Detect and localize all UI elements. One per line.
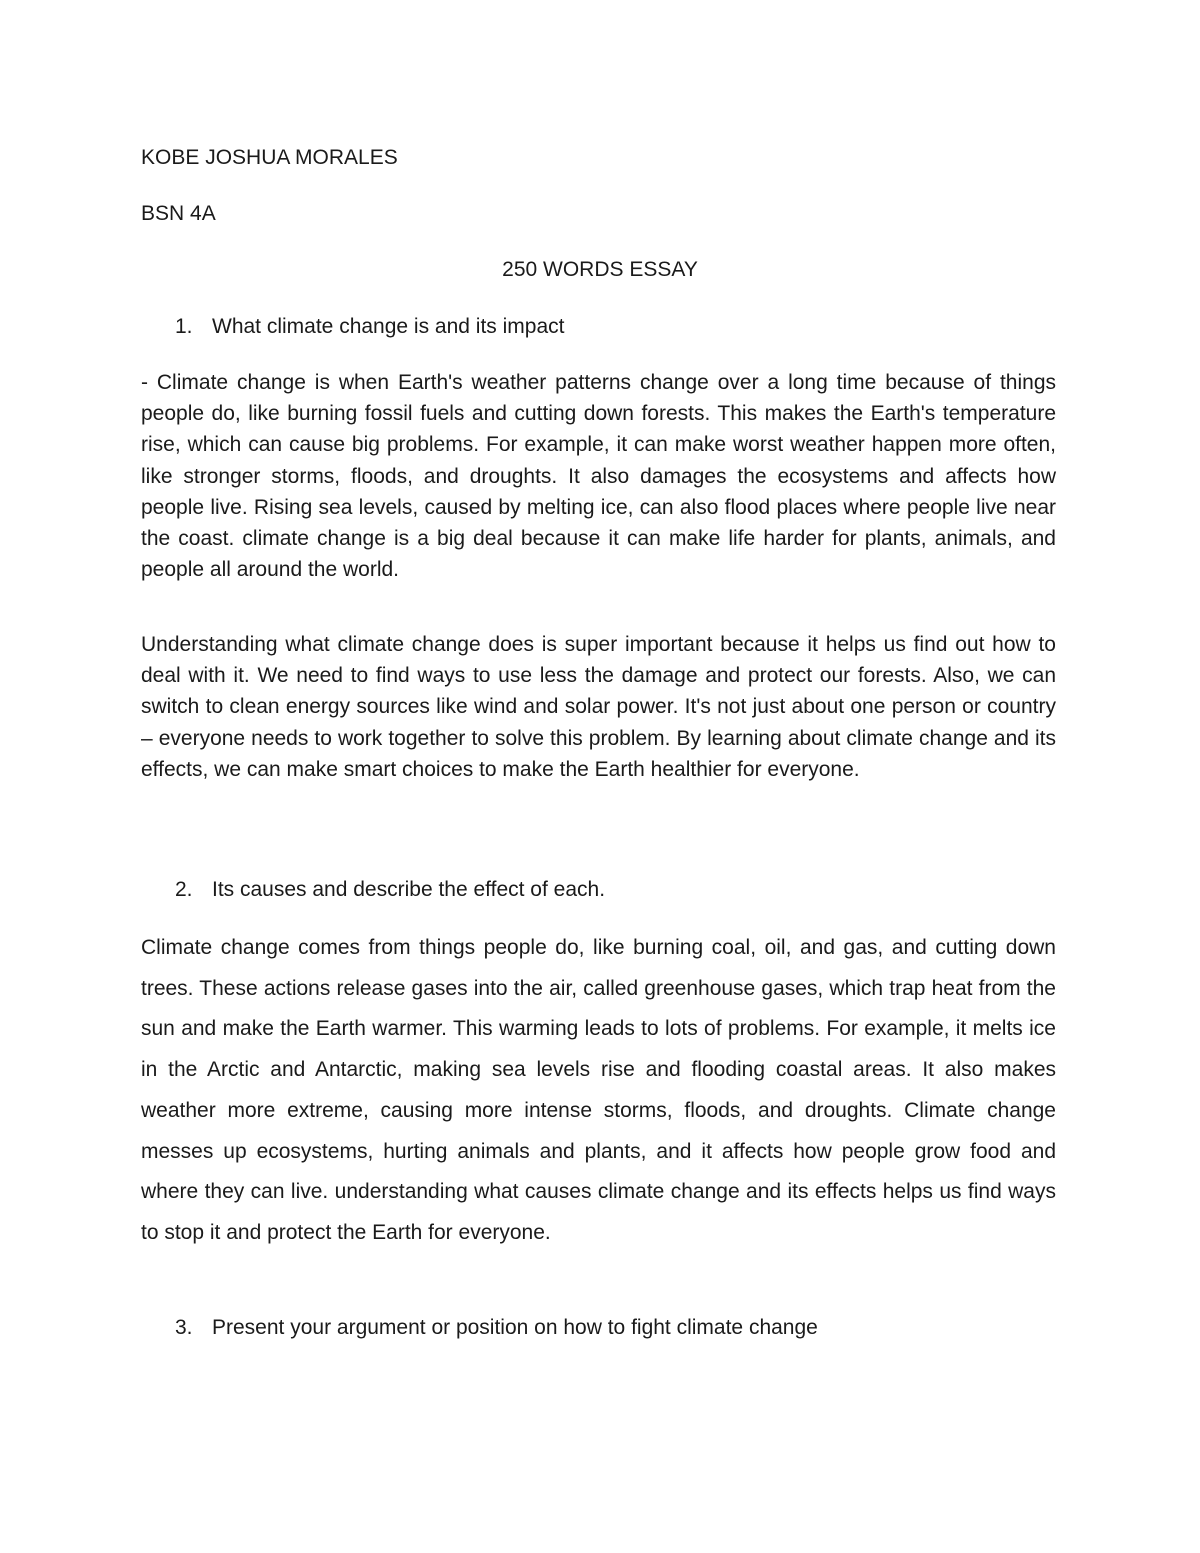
class-section: BSN 4A — [141, 202, 216, 225]
question-number: 1. — [175, 315, 193, 338]
question-text: Present your argument or position on how to fight climate change — [212, 1316, 818, 1339]
answer-1-paragraph-1: - Climate change is when Earth's weather patterns change over a long time because of things people do, like burning fossil fuels and cutting down forests. This makes the Earth's temperature rise, which can cause big problems. For example, it can make worst weather happen more often, like stronger storms, floods, and droughts. It also damages the ecosystems and affects how people live. Rising sea levels, caused by melting ice, can also flood places where people live near the coast. climate change is a big deal because it can make life harder for plants, animals, and people all around the world. — [141, 371, 1056, 582]
answer-2-paragraph: Climate change comes from things people do, like burning coal, oil, and gas, and cutting down trees. These actions release gases into the air, called greenhouse gases, which trap heat from the sun and make the Earth warmer. This warming leads to lots of problems. For example, it melts ice in the Arctic and Antarctic, making sea levels rise and flooding coastal areas. It also makes weather more extreme, causing more intense storms, floods, and droughts. Climate change messes up ecosystems, hurting animals and plants, and it affects how people grow food and where they can live. understanding what causes climate change and its effects helps us find ways to stop it and protect the Earth for everyone. — [141, 936, 1056, 1244]
author-name: KOBE JOSHUA MORALES — [141, 146, 398, 169]
essay-title: 250 WORDS ESSAY — [502, 258, 698, 281]
question-text: What climate change is and its impact — [212, 315, 565, 338]
question-number: 2. — [175, 878, 193, 901]
question-text: Its causes and describe the effect of each. — [212, 878, 606, 901]
answer-1-paragraph-2: Understanding what climate change does is super important because it helps us find out how to deal with it. We need to find ways to use less the damage and protect our forests. Also, we can switch to clean energy sources like wind and solar power. It's not just about one person or country – everyone needs to work together to solve this problem. By learning about climate change and its effects, we can make smart choices to make the Earth healthier for everyone. — [141, 633, 1056, 781]
question-number: 3. — [175, 1316, 193, 1339]
